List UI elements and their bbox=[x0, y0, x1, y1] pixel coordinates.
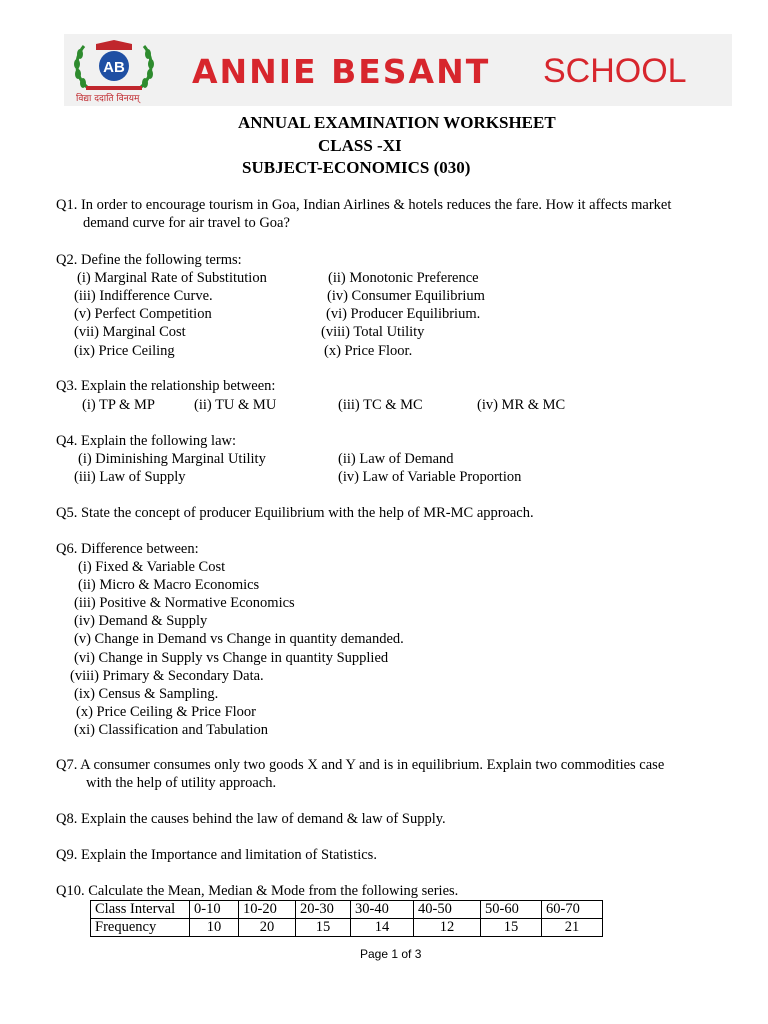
q2-item: (vi) Producer Equilibrium. bbox=[326, 306, 481, 322]
table-cell: 50-60 bbox=[481, 901, 542, 919]
school-name: ANNIE BESANT bbox=[192, 52, 491, 91]
table-cell: 20-30 bbox=[296, 901, 351, 919]
q4-item: (iv) Law of Variable Proportion bbox=[338, 469, 522, 485]
table-cell: 14 bbox=[351, 919, 414, 937]
q6-item: (ii) Micro & Macro Economics bbox=[78, 577, 260, 593]
class-title: CLASS -XI bbox=[318, 136, 402, 155]
question-5: Q5. State the concept of producer Equilibrium with the help of MR-MC approach. bbox=[56, 505, 534, 521]
q3-item: (i) TP & MP bbox=[82, 397, 155, 413]
table-cell: 40-50 bbox=[414, 901, 481, 919]
page-number: Page 1 of 3 bbox=[360, 947, 422, 961]
question-1: Q1. In order to encourage tourism in Goa, Indian Airlines & hotels reduces the fare. How it affects market bbox=[56, 197, 672, 213]
q6-item: (vi) Change in Supply vs Change in quantity Supplied bbox=[74, 650, 389, 666]
worksheet-title: ANNUAL EXAMINATION WORKSHEET bbox=[238, 113, 556, 132]
table-row bbox=[91, 901, 603, 919]
q4-item: (ii) Law of Demand bbox=[338, 451, 454, 467]
q4-item: (i) Diminishing Marginal Utility bbox=[78, 451, 266, 467]
q6-item: (i) Fixed & Variable Cost bbox=[78, 559, 226, 575]
q2-item: (vii) Marginal Cost bbox=[74, 324, 186, 340]
svg-text:AB: AB bbox=[103, 59, 125, 76]
question-9: Q9. Explain the Importance and limitation of Statistics. bbox=[56, 847, 377, 863]
q2-item: (iv) Consumer Equilibrium bbox=[327, 288, 485, 304]
question-10: Q10. Calculate the Mean, Median & Mode from the following series. bbox=[56, 883, 459, 899]
q2-item: (iii) Indifference Curve. bbox=[74, 288, 213, 304]
question-8: Q8. Explain the causes behind the law of demand & law of Supply. bbox=[56, 811, 446, 827]
q2-item: (ii) Monotonic Preference bbox=[328, 270, 479, 286]
table-cell: 15 bbox=[296, 919, 351, 937]
q2-item: (x) Price Floor. bbox=[324, 343, 413, 359]
school-motto: विद्या ददाति विनयम् bbox=[76, 94, 140, 104]
table-cell: 20 bbox=[239, 919, 296, 937]
q4-item: (iii) Law of Supply bbox=[74, 469, 186, 485]
question-6: Q6. Difference between: bbox=[56, 541, 199, 557]
table-cell: 0-10 bbox=[190, 901, 239, 919]
question-4: Q4. Explain the following law: bbox=[56, 433, 237, 449]
q3-item: (ii) TU & MU bbox=[194, 397, 277, 413]
question-3: Q3. Explain the relationship between: bbox=[56, 378, 276, 394]
q6-item: (ix) Census & Sampling. bbox=[74, 686, 219, 702]
q2-item: (i) Marginal Rate of Substitution bbox=[77, 270, 267, 286]
q6-item: (v) Change in Demand vs Change in quantity demanded. bbox=[74, 631, 404, 647]
q2-item: (v) Perfect Competition bbox=[74, 306, 212, 322]
table-cell: 12 bbox=[414, 919, 481, 937]
table-cell: 15 bbox=[481, 919, 542, 937]
question-7: Q7. A consumer consumes only two goods X and Y and is in equilibrium. Explain two commodities case bbox=[56, 757, 665, 773]
table-row-label: Class Interval bbox=[91, 901, 190, 919]
frequency-table bbox=[90, 900, 603, 937]
q6-item: (x) Price Ceiling & Price Floor bbox=[76, 704, 257, 720]
subject-title: SUBJECT-ECONOMICS (030) bbox=[242, 158, 471, 177]
q6-item: (iii) Positive & Normative Economics bbox=[74, 595, 295, 611]
table-cell: 21 bbox=[542, 919, 603, 937]
school-suffix: SCHOOL bbox=[543, 52, 687, 90]
table-cell: 10 bbox=[190, 919, 239, 937]
table-cell: 60-70 bbox=[542, 901, 603, 919]
q6-item: (xi) Classification and Tabulation bbox=[74, 722, 269, 738]
q6-item: (iv) Demand & Supply bbox=[74, 613, 208, 629]
question-1-cont: demand curve for air travel to Goa? bbox=[83, 215, 290, 231]
table-row bbox=[91, 919, 603, 937]
q2-item: (ix) Price Ceiling bbox=[74, 343, 175, 359]
table-row-label: Frequency bbox=[91, 919, 190, 937]
q3-item: (iii) TC & MC bbox=[338, 397, 423, 413]
q3-item: (iv) MR & MC bbox=[477, 397, 566, 413]
table-cell: 10-20 bbox=[239, 901, 296, 919]
question-2: Q2. Define the following terms: bbox=[56, 252, 242, 268]
q6-item: (viii) Primary & Secondary Data. bbox=[70, 668, 264, 684]
q2-item: (viii) Total Utility bbox=[321, 324, 425, 340]
question-7-cont: with the help of utility approach. bbox=[86, 775, 277, 791]
table-cell: 30-40 bbox=[351, 901, 414, 919]
